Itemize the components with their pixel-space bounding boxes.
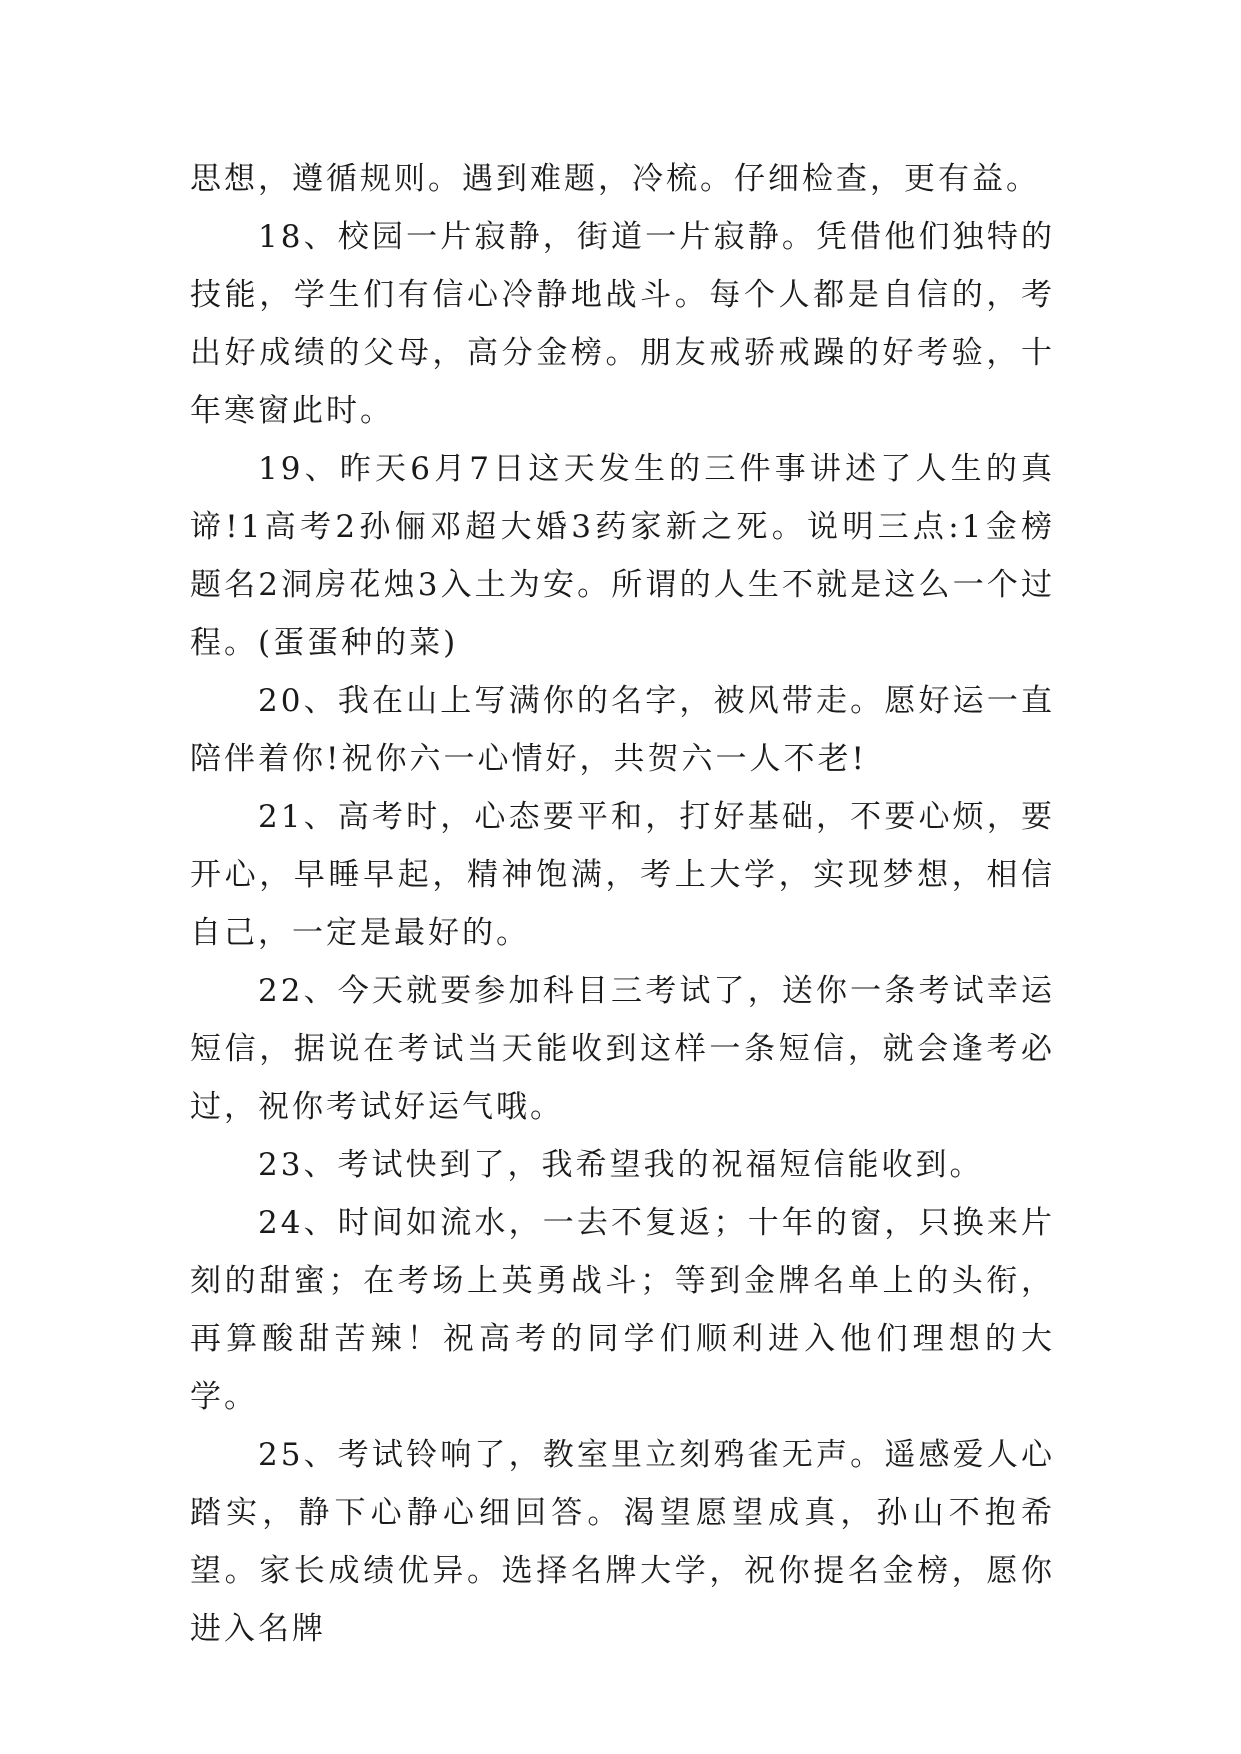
paragraph-21: 21、高考时，心态要平和，打好基础，不要心烦，要开心，早睡早起，精神饱满，考上大学，实现梦想，相信自己，一定是最好的。	[190, 799, 1055, 951]
paragraph-24: 24、时间如流水，一去不复返；十年的窗，只换来片刻的甜蜜；在考场上英勇战斗；等到金牌名单上的头衔，再算酸甜苦辣！祝高考的同学们顺利进入他们理想的大学。	[190, 1205, 1055, 1415]
paragraph-17-continuation: 思想，遵循规则。遇到难题，冷梳。仔细检查，更有益。	[190, 161, 1040, 197]
paragraph-22: 22、今天就要参加科目三考试了，送你一条考试幸运短信，据说在考试当天能收到这样一条短信，就会逢考必过，祝你考试好运气哦。	[190, 973, 1055, 1125]
paragraph-23: 23、考试快到了，我希望我的祝福短信能收到。	[258, 1147, 984, 1183]
paragraph-20: 20、我在山上写满你的名字，被风带走。愿好运一直陪伴着你!祝你六一心情好，共贺六一人不老!	[190, 683, 1055, 777]
document-body	[190, 150, 1055, 1658]
paragraph-19: 19、昨天6月7日这天发生的三件事讲述了人生的真谛!1高考2孙俪邓超大婚3药家新之死。说明三点:1金榜题名2洞房花烛3入土为安。所谓的人生不就是这么一个过程。(蛋蛋种的菜)	[190, 451, 1055, 661]
paragraph-25: 25、考试铃响了，教室里立刻鸦雀无声。遥感爱人心踏实，静下心静心细回答。渴望愿望成真，孙山不抱希望。家长成绩优异。选择名牌大学，祝你提名金榜，愿你进入名牌	[190, 1437, 1055, 1647]
paragraph-18: 18、校园一片寂静，街道一片寂静。凭借他们独特的技能，学生们有信心冷静地战斗。每个人都是自信的，考出好成绩的父母，高分金榜。朋友戒骄戒躁的好考验，十年寒窗此时。	[190, 219, 1055, 429]
